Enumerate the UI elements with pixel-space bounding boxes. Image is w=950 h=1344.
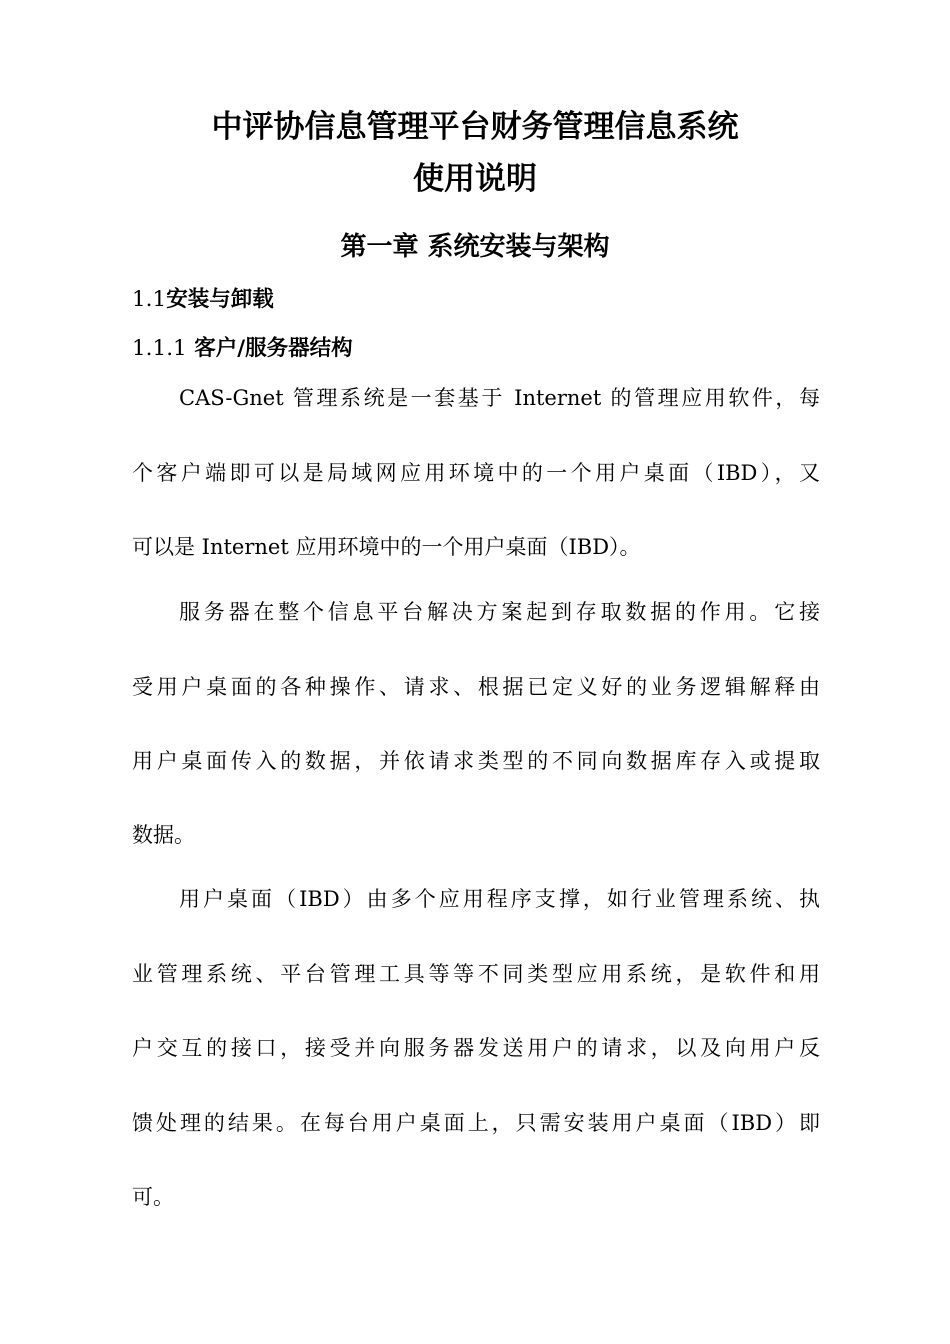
paragraph-line: 馈处理的结果。在每台用户桌面上，只需安装用户桌面（IBD）即 — [132, 1111, 820, 1135]
title-line-1: 中评协信息管理平台财务管理信息系统 — [211, 109, 739, 145]
paragraph-line: 用户桌面传入的数据，并依请求类型的不同向数据库存入或提取 — [132, 749, 820, 773]
paragraph-line: 可以是 Internet 应用环境中的一个用户桌面（IBD）。 — [132, 535, 641, 559]
document-title — [0, 101, 950, 205]
section-number: 1.1 — [132, 287, 167, 312]
section-heading-1-1 — [132, 283, 274, 317]
paragraph-line: 业管理系统、平台管理工具等等不同类型应用系统，是软件和用 — [132, 962, 820, 986]
paragraph-line: 可。 — [132, 1185, 174, 1209]
section-heading-1-1-1 — [132, 332, 353, 366]
paragraph-line: 数据。 — [132, 823, 195, 847]
paragraph-line: CAS-Gnet 管理系统是一套基于 Internet 的管理应用软件，每 — [179, 386, 820, 410]
section-number: 1.1.1 — [132, 336, 187, 361]
section-heading-text: 安装与卸载 — [166, 287, 274, 312]
paragraph-line: 用户桌面（IBD）由多个应用程序支撑，如行业管理系统、执 — [179, 887, 820, 911]
chapter-title: 第一章 系统安装与架构 — [340, 232, 610, 262]
paragraph-line: 服务器在整个信息平台解决方案起到存取数据的作用。它接 — [179, 600, 820, 624]
title-line-2: 使用说明 — [413, 161, 537, 197]
paragraph-line: 受用户桌面的各种操作、请求、根据已定义好的业务逻辑解释由 — [132, 675, 820, 699]
section-heading-text: 客户/服务器结构 — [194, 336, 353, 361]
paragraph-line: 个客户端即可以是局域网应用环境中的一个用户桌面（IBD），又 — [132, 461, 820, 485]
paragraph-line: 户交互的接口，接受并向服务器发送用户的请求，以及向用户反 — [132, 1036, 820, 1060]
